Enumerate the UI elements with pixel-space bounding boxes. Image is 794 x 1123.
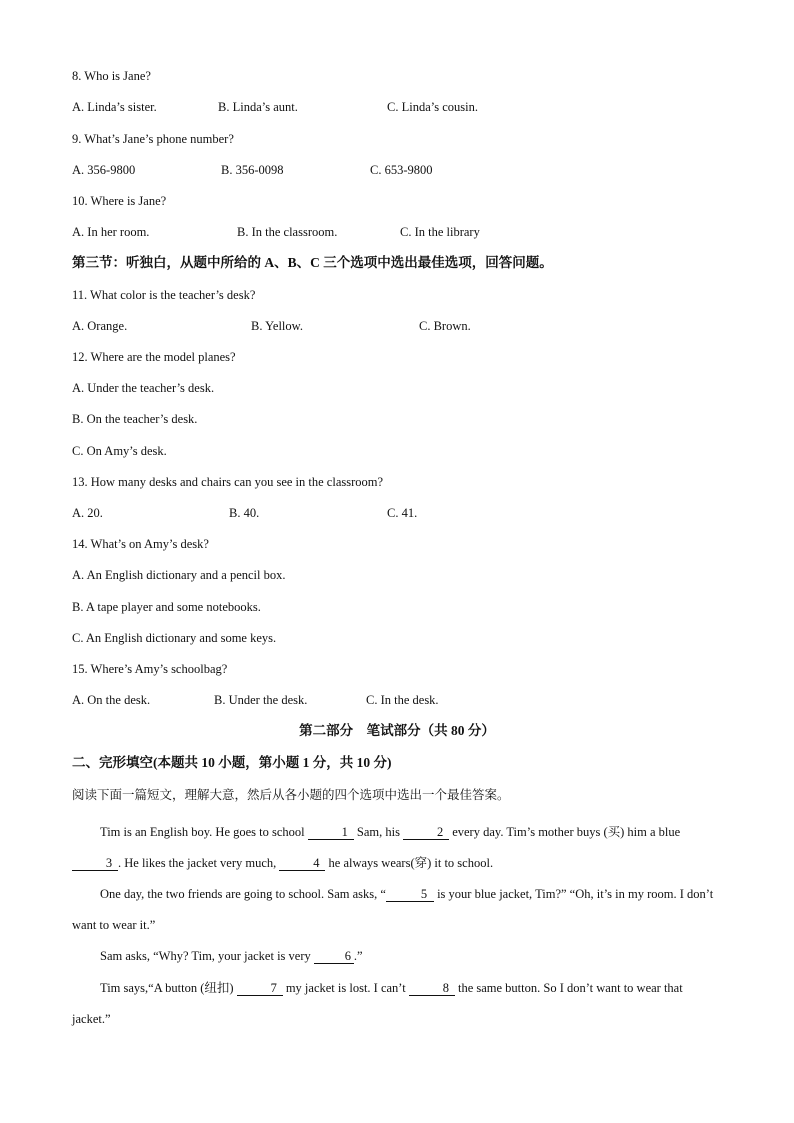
cloze-heading: 二、完形填空(本题共 10 小题，第小题 1 分，共 10 分) [72,755,392,770]
q15-question: 15. Where’s Amy’s schoolbag? [72,662,228,676]
blank-3: 3 [72,857,118,871]
blank-6: 6 [314,950,354,964]
q8-option-b: B. Linda’s aunt. [218,100,298,114]
q15-option-a: A. On the desk. [72,693,151,707]
q14-question: 14. What’s on Amy’s desk? [72,537,209,551]
passage-text: Tim says,“A button (纽扣) [100,981,237,995]
q11-option-b: B. Yellow. [251,319,303,333]
passage-paragraph-3 [72,941,722,972]
passage-text: he always wears(穿) it to school. [325,856,494,870]
q10-question: 10. Where is Jane? [72,194,167,208]
passage-text: Tim is an English boy. He goes to school [100,825,308,839]
q12-question: 12. Where are the model planes? [72,350,236,364]
passage-text: the same button. So I don’t want to wear that jacket.” [72,981,683,1026]
q8-option-a: A. Linda’s sister. [72,100,157,114]
q12-option-c: C. On Amy’s desk. [72,444,167,458]
q10-option-c: C. In the library [400,225,480,239]
part2-heading: 第二部分 笔试部分（共 80 分） [299,723,495,738]
q11-option-a: A. Orange. [72,319,128,333]
blank-4: 4 [279,857,325,871]
q14-option-b: B. A tape player and some notebooks. [72,600,261,614]
passage-text: .” [353,949,363,963]
q11-option-c: C. Brown. [419,319,471,333]
passage-paragraph-4 [72,973,722,1035]
q13-option-a: A. 20. [72,506,103,520]
q9-question: 9. What’s Jane’s phone number? [72,132,234,146]
q13-option-c: C. 41. [387,506,418,520]
passage-text: Sam, his [353,825,404,839]
section3-heading: 第三节：听独白，从题中所给的 A、B、C 三个选项中选出最佳选项，回答问题。 [72,255,553,270]
passage-text: is your blue jacket, Tim?” “Oh, it’s in my room. I don’t want to wear it.” [72,887,714,932]
passage-paragraph-2 [72,879,722,941]
q12-option-b: B. On the teacher’s desk. [72,412,198,426]
passage-text: my jacket is lost. I can’t [282,981,409,995]
blank-1: 1 [308,826,354,840]
q9-option-b: B. 356-0098 [221,163,284,177]
blank-2: 2 [403,826,449,840]
q15-option-b: B. Under the desk. [214,693,308,707]
q13-question: 13. How many desks and chairs can you see in the classroom? [72,475,384,489]
q13-option-b: B. 40. [229,506,260,520]
q11-question: 11. What color is the teacher’s desk? [72,288,256,302]
blank-7: 7 [237,982,283,996]
q8-option-c: C. Linda’s cousin. [387,100,478,114]
q8-question: 8. Who is Jane? [72,69,151,83]
q10-option-b: B. In the classroom. [237,225,338,239]
q12-option-a: A. Under the teacher’s desk. [72,381,215,395]
blank-8: 8 [409,982,455,996]
passage-text: One day, the two friends are going to school. Sam asks, “ [100,887,386,901]
passage-text: every day. Tim’s mother buys (买) him a blue [449,825,681,839]
q14-option-a: A. An English dictionary and a pencil box. [72,568,286,582]
blank-5: 5 [386,888,434,902]
q14-option-c: C. An English dictionary and some keys. [72,631,277,645]
q9-option-c: C. 653-9800 [370,163,433,177]
q9-option-a: A. 356-9800 [72,163,136,177]
q10-option-a: A. In her room. [72,225,150,239]
cloze-instruction: 阅读下面一篇短文，理解大意，然后从各小题的四个选项中选出一个最佳答案。 [72,788,510,802]
passage-text: . He likes the jacket very much, [118,856,280,870]
passage-paragraph-1 [72,817,722,879]
q15-option-c: C. In the desk. [366,693,439,707]
passage-text: Sam asks, “Why? Tim, your jacket is very [100,949,314,963]
